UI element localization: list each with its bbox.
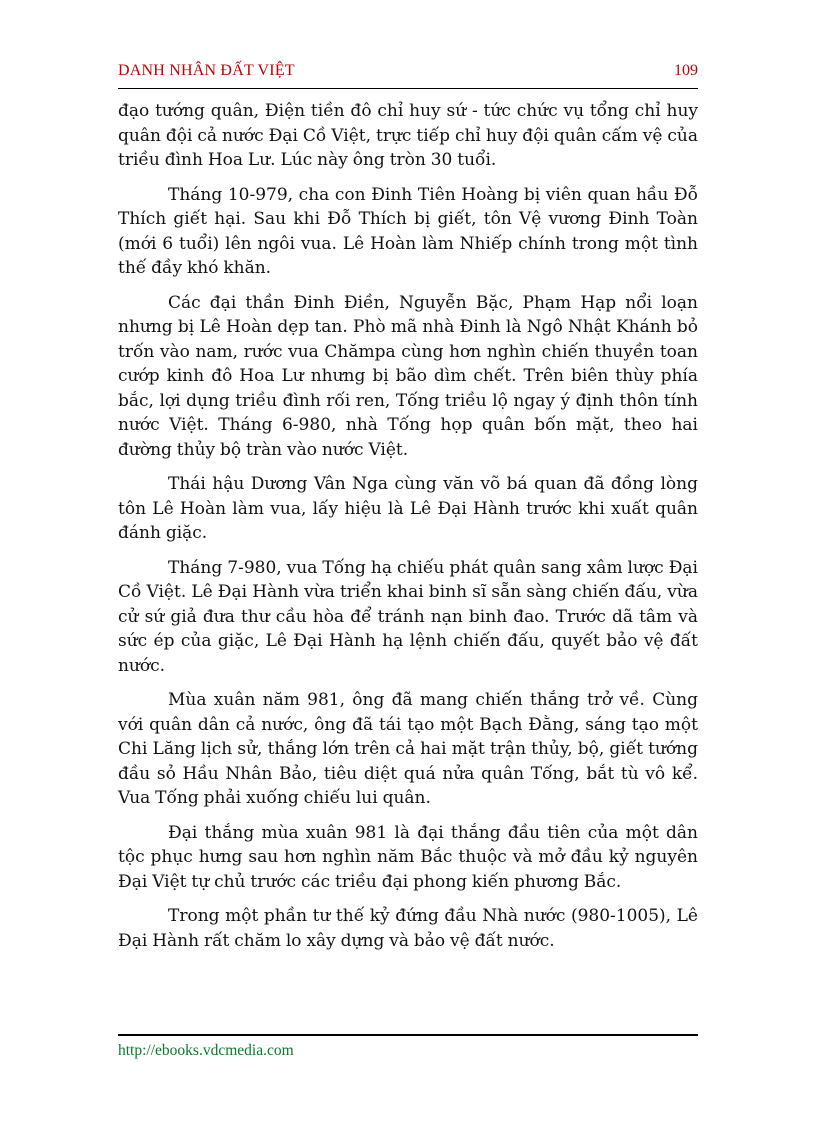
book-title: DANH NHÂN ĐẤT VIỆT bbox=[118, 62, 295, 79]
paragraph-8: Trong một phần tư thế kỷ đứng đầu Nhà nước (980-1005), Lê Đại Hành rất chăm lo xây dựng và bảo vệ đất nước. bbox=[118, 906, 698, 951]
paragraph-5: Tháng 7-980, vua Tống hạ chiếu phát quân sang xâm lược Đại Cồ Việt. Lê Đại Hành vừa triển khai binh sĩ sẵn sàng chiến đấu, vừa cử sứ giả đưa thư cầu hòa để tránh nạn binh đao. Trước dã tâm và sức ép của giặc, Lê Đại Hành hạ lệnh chiến đấu, quyết bảo vệ đất nước. bbox=[118, 557, 698, 676]
paragraph-4: Thái hậu Dương Vân Nga cùng văn võ bá quan đã đồng lòng tôn Lê Hoàn làm vua, lấy hiệu là Lê Đại Hành trước khi xuất quân đánh giặc. bbox=[118, 474, 698, 543]
paragraph-2: Tháng 10-979, cha con Đinh Tiên Hoàng bị viên quan hầu Đỗ Thích giết hại. Sau khi Đỗ Thích bị giết, tôn Vệ vương Đinh Toàn (mới 6 tuổi) lên ngôi vua. Lê Hoàn làm Nhiếp chính trong một tình thế đầy khó khăn. bbox=[118, 184, 698, 278]
footer-website-link[interactable]: http://ebooks.vdcmedia.com bbox=[118, 1042, 294, 1059]
paragraph-3: Các đại thần Đinh Điền, Nguyễn Bặc, Phạm Hạp nổi loạn nhưng bị Lê Hoàn dẹp tan. Phò mã nhà Đinh là Ngô Nhật Khánh bỏ trốn vào nam, rước vua Chămpa cùng hơn nghìn chiến thuyền toan cướp kinh đô Hoa Lư nhưng bị bão dìm chết. Trên biên thùy phía bắc, lợi dụng triều đình rối ren, Tống triều lộ ngay ý định thôn tính nước Việt. Tháng 6-980, nhà Tống họp quân bốn mặt, theo hai đường thủy bộ tràn vào nước Việt. bbox=[118, 292, 698, 460]
paragraph-1: đạo tướng quân, Điện tiền đô chỉ huy sứ - tức chức vụ tổng chỉ huy quân đội cả nước Đại Cồ Việt, trực tiếp chỉ huy đội quân cấm vệ của triều đình Hoa Lư. Lúc này ông tròn 30 tuổi. bbox=[118, 101, 698, 170]
footer-divider bbox=[118, 1034, 698, 1036]
header-divider bbox=[118, 88, 698, 89]
paragraph-7: Đại thắng mùa xuân 981 là đại thắng đầu tiên của một dân tộc phục hưng sau hơn nghìn năm Bắc thuộc và mở đầu kỷ nguyên Đại Việt tự chủ trước các triều đại phong kiến phương Bắc. bbox=[118, 822, 698, 892]
page-header bbox=[118, 62, 698, 84]
page-number: 109 bbox=[674, 62, 698, 79]
page-body bbox=[118, 99, 698, 963]
paragraph-6: Mùa xuân năm 981, ông đã mang chiến thắng trở về. Cùng với quân dân cả nước, ông đã tái tạo một Bạch Đằng, sáng tạo một Chi Lăng lịch sử, thắng lớn trên cả hai mặt trận thủy, bộ, giết tướng đầu sỏ Hầu Nhân Bảo, tiêu diệt quá nửa quân Tống, bắt tù vô kể. Vua Tống phải xuống chiếu lui quân. bbox=[118, 690, 698, 808]
